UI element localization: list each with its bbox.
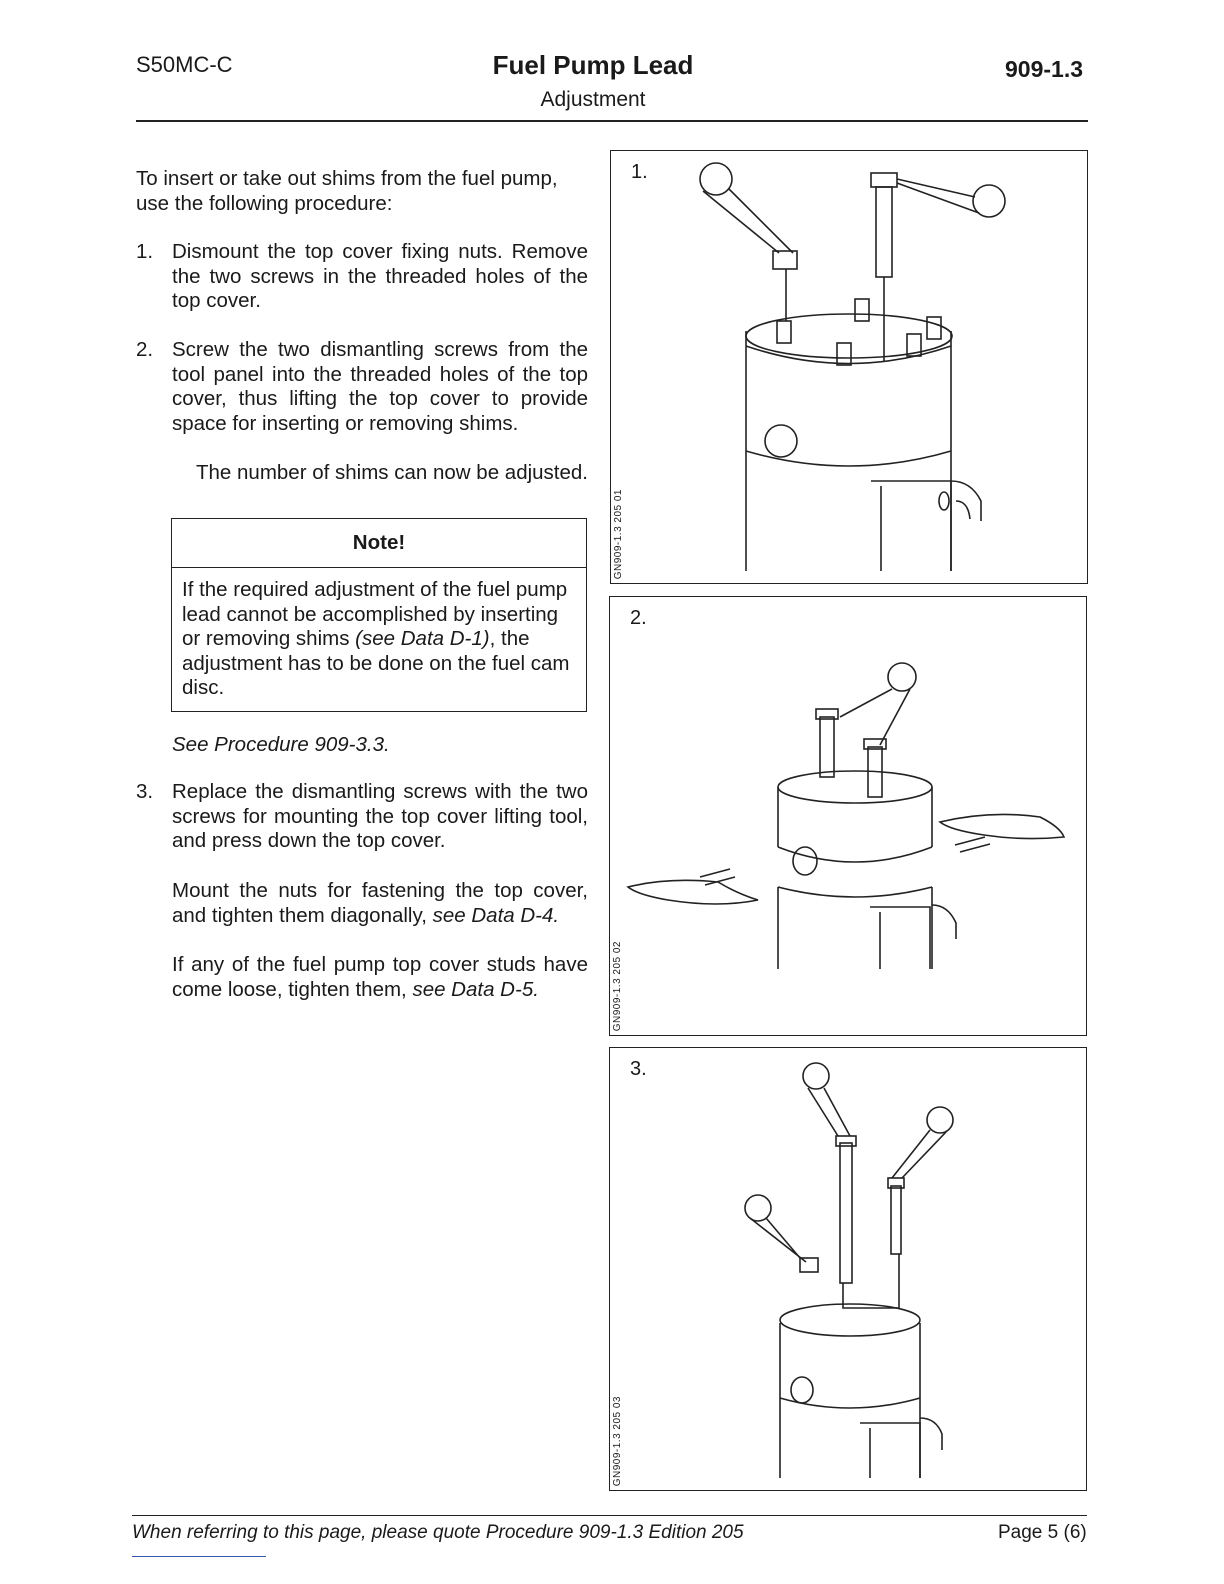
loose-studs-paragraph: If any of the fuel pump top cover studs have come loose, tighten them, see Data D-5. <box>172 953 588 1001</box>
page-subtitle: Adjustment <box>540 88 646 111</box>
note-text: If the required adjustment of the fuel pump lead cannot be accomplished by inserting or removing shims (see Data D-1), the adjustment has to be done on the fuel cam disc. <box>182 578 570 699</box>
page-number: Page 5 (6) <box>998 1522 1087 1543</box>
step-number: 3. <box>136 780 154 803</box>
step-3 <box>136 780 588 854</box>
step-number: 2. <box>136 338 154 361</box>
figure-label: 1. <box>631 161 648 183</box>
header-divider <box>136 120 1088 122</box>
step-number: 1. <box>136 240 154 263</box>
document-number: 909-1.3 <box>1005 56 1084 82</box>
data-reference: (see Data D-1) <box>355 627 490 650</box>
step-text: Dismount the top cover fixing nuts. Remove the two screws in the threaded holes of the top cover. <box>172 240 588 312</box>
footer-reference: When referring to this page, please quote Procedure 909-1.3 Edition 205 <box>132 1522 744 1543</box>
page-title: Fuel Pump Lead <box>492 50 694 80</box>
figure-code: GN909-1.3 205 01 <box>613 488 624 579</box>
step-2 <box>136 338 588 436</box>
procedure-reference: See Procedure 909-3.3. <box>172 733 390 756</box>
figure-1 <box>610 150 1088 584</box>
step-text: Replace the dismantling screws with the two screws for mounting the top cover lifting tool, and press down the top cover. <box>172 780 588 852</box>
mount-nuts-paragraph: Mount the nuts for fastening the top cover, and tighten them diagonally, see Data D-4. <box>172 879 588 927</box>
data-reference: see Data D-4. <box>432 903 560 927</box>
figure-label: 3. <box>630 1058 647 1080</box>
step-text: Screw the two dismantling screws from the tool panel into the threaded holes of the top cover, thus lifting the top cover to provide space for inserting or removing shims. <box>172 338 588 435</box>
figure-2 <box>609 596 1087 1036</box>
intro-paragraph: To insert or take out shims from the fuel pump, use the following procedure: <box>136 167 558 215</box>
figure-3 <box>609 1047 1087 1491</box>
figure-label: 2. <box>630 607 647 629</box>
footer-divider <box>132 1515 1087 1516</box>
figure-code: GN909-1.3 205 02 <box>612 940 623 1031</box>
engine-model: S50MC-C <box>136 52 233 77</box>
scan-artifact-line <box>132 1556 266 1557</box>
shims-adjusted-note: The number of shims can now be adjusted. <box>196 461 588 484</box>
note-box <box>171 518 587 712</box>
lifting-tool-screws-illustration <box>610 1048 1086 1490</box>
shim-insertion-illustration <box>610 597 1086 1035</box>
note-heading: Note! <box>172 519 586 568</box>
step-1 <box>136 240 588 314</box>
data-reference: see Data D-5. <box>412 977 539 1001</box>
pump-top-cover-removal-illustration <box>611 151 1087 583</box>
figure-code: GN909-1.3 205 03 <box>612 1395 623 1486</box>
